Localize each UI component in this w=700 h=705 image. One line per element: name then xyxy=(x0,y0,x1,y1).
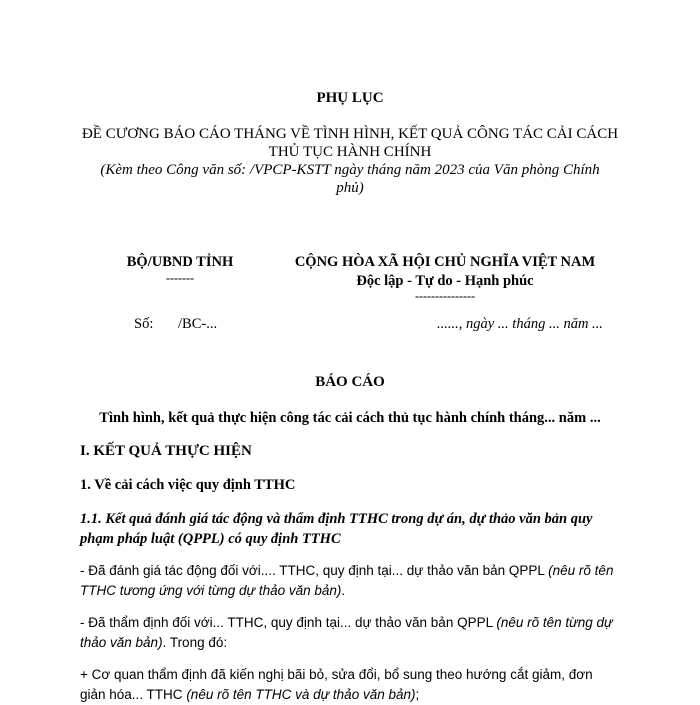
paragraph-text: + Cơ quan thẩm định đã kiến nghị bãi bỏ, sửa đổi, bổ sung theo hướng cắt giảm, đơn giản hóa... TTHC xyxy=(80,667,593,702)
doc-number-label: Số: xyxy=(134,316,154,332)
paragraph-recommendation xyxy=(80,665,620,705)
org-name: BỘ/UBND TỈNH xyxy=(126,254,234,270)
paragraph-text: - Đã đánh giá tác động đối với.... TTHC, quy định tại... dự thảo văn bản QPPL xyxy=(80,563,549,578)
paragraph-appraisal xyxy=(80,613,620,653)
appendix-title: PHỤ LỤC xyxy=(316,90,384,106)
doc-date-line: ......, ngày ... tháng ... năm ... xyxy=(437,316,603,332)
report-title: BÁO CÁO xyxy=(315,374,385,390)
paragraph-note: (nêu rõ tên TTHC và dự thảo văn bản) xyxy=(186,687,416,702)
nation-name: CỘNG HÒA XÃ HỘI CHỦ NGHĨA VIỆT NAM xyxy=(294,254,596,270)
subsection-heading-regulation: 1. Về cải cách việc quy định TTHC xyxy=(80,477,296,493)
motto: Độc lập - Tự do - Hạnh phúc xyxy=(356,273,534,289)
doc-number-value: /BC-... xyxy=(178,316,218,332)
appendix-note-line1: (Kèm theo Công văn số: /VPCP-KSTT ngày tháng năm 2023 của Văn phòng Chính xyxy=(100,162,600,178)
org-rule: ------- xyxy=(166,271,194,285)
item-1-1-heading: 1.1. Kết quả đánh giá tác động và thẩm định TTHC trong dự án, dự thảo văn bản quy phạm pháp luật (QPPL) có quy định TTHC xyxy=(80,511,593,547)
appendix-heading-line1: ĐỀ CƯƠNG BÁO CÁO THÁNG VỀ TÌNH HÌNH, KẾT QUẢ CÔNG TÁC CẢI CÁCH xyxy=(81,126,619,142)
paragraph-text: - Đã thẩm định đối với... TTHC, quy định tại... dự thảo văn bản QPPL xyxy=(80,615,497,630)
appendix-note-line2: phủ) xyxy=(336,180,364,196)
paragraph-end: ; xyxy=(415,687,420,702)
paragraph-note: (nêu rõ tên từng dự thảo văn bản) xyxy=(80,615,613,650)
paragraph-note: (nêu rõ tên TTHC tương ứng với từng dự thảo văn bản) xyxy=(80,563,614,598)
paragraph-impact-assessment xyxy=(80,561,620,601)
paragraph-end: . Trong đó: xyxy=(162,635,228,650)
appendix-heading-line2: THỦ TỤC HÀNH CHÍNH xyxy=(268,144,432,160)
paragraph-end: . xyxy=(341,583,346,598)
motto-rule: --------------- xyxy=(415,289,475,303)
report-subtitle: Tình hình, kết quả thực hiện công tác cải cách thủ tục hành chính tháng... năm ... xyxy=(99,410,601,426)
section-heading-results: I. KẾT QUẢ THỰC HIỆN xyxy=(80,443,252,459)
